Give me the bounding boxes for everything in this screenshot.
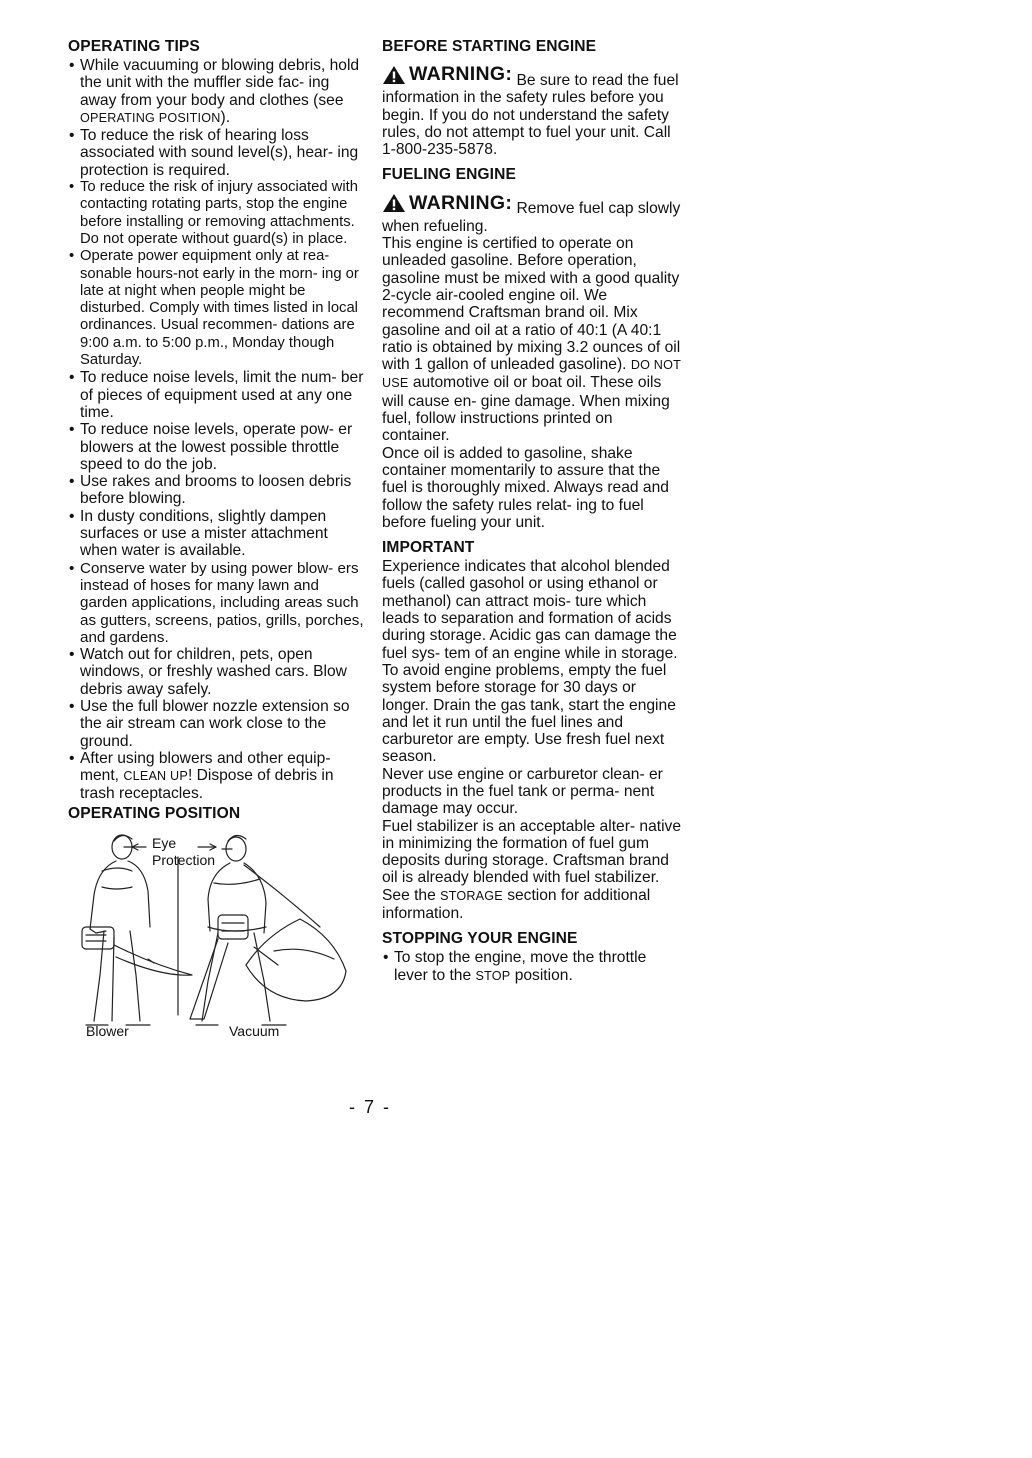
operating-tips-list xyxy=(68,57,364,803)
list-item: • Watch out for children, pets, open windows, or freshly washed cars. Blow debris away safely. xyxy=(68,646,364,698)
fueling-paragraph-2: Once oil is added to gasoline, shake container momentarily to assure that the fuel is thoroughly mixed. Always read and follow the safety rules relat- ing to fuel before fueling your unit. xyxy=(382,444,669,531)
list-item: • Use rakes and brooms to loosen debris before blowing. xyxy=(68,473,364,508)
warning-before-starting: WARNING: Be sure to read the fuel information in the safety rules before you begin. If you do not understand the safety rules, do not attempt to fuel your unit. Call 1-800-235-5878. xyxy=(382,63,679,159)
before-starting-heading: BEFORE STARTING ENGINE xyxy=(382,38,597,55)
operating-tips-heading: OPERATING TIPS xyxy=(68,38,200,55)
list-item: • In dusty conditions, slightly dampen surfaces or use a mister attachment when water is available. xyxy=(68,508,364,560)
list-item: • To reduce noise levels, limit the num- ber of pieces of equipment used at any one time. xyxy=(68,369,364,421)
list-item: • To reduce the risk of hearing loss associated with sound level(s), hear- ing protection is required. xyxy=(68,127,364,179)
eye-label: Eye xyxy=(152,834,177,851)
stopping-list xyxy=(382,949,682,985)
fueling-paragraph-1: This engine is certified to operate on unleaded gasoline. Before operation, gasoline must be mixed with a good quality 2-cycle air-cooled engine oil. We recommend Craftsman brand oil. Mix gasoline and oil at a ratio of 40:1 (A 40:1 ratio is obtained by mixing 3.2 ounces of oil with 1 gallon of unleaded gasoline). DO NOT USE automotive oil or boat oil. These oils will cause en- gine damage. When mixing fuel, follow instructions printed on container. xyxy=(382,235,681,445)
list-item: • While vacuuming or blowing debris, hold the unit with the muffler side fac- ing away from your body and clothes (see OPERATING POSITION). xyxy=(68,57,364,127)
warning-triangle-icon xyxy=(382,193,406,213)
left-column xyxy=(68,38,364,1042)
important-heading: IMPORTANT xyxy=(382,539,475,557)
vacuum-label: Vacuum xyxy=(229,1022,280,1039)
list-item: • After using blowers and other equip- ment, CLEAN UP! Dispose of debris in trash receptacles. xyxy=(68,750,364,803)
operating-position-illustration xyxy=(68,827,364,1042)
important-paragraph-4: Fuel stabilizer is an acceptable alter- native in minimizing the formation of fuel gum deposits during storage. Craftsman brand oil is already blended with fuel stabilizer. See the STORAGE section for additional information. xyxy=(382,817,682,923)
protection-label: Protection xyxy=(152,851,216,868)
list-item: • To reduce noise levels, operate pow- er blowers at the lowest possible throttle speed to do the job. xyxy=(68,421,364,473)
list-item: • Conserve water by using power blow- ers instead of hoses for many lawn and garden applications, including areas such as gutters, screens, patios, grills, porches, and gardens. xyxy=(68,560,364,646)
list-item: • To reduce the risk of injury associated with contacting rotating parts, stop the engine before installing or removing attachments. Do not operate without guard(s) in place. xyxy=(68,179,364,248)
important-paragraph-1: Experience indicates that alcohol blended fuels (called gasohol or using ethanol or methanol) can attract mois- ture which leads to separation and formation of acids during storage. Acidic gas can damage the fuel sys- tem of an engine while in storage. xyxy=(382,558,678,662)
warning-triangle-icon xyxy=(382,65,406,85)
operating-position-figure xyxy=(68,827,364,1042)
stopping-heading: STOPPING YOUR ENGINE xyxy=(382,930,578,948)
warning-badge: WARNING: xyxy=(382,65,512,85)
important-paragraph-3: Never use engine or carburetor clean- er products in the fuel tank or perma- nent damage may occur. xyxy=(382,765,663,818)
blower-label: Blower xyxy=(86,1022,129,1039)
warning-fueling: WARNING: Remove fuel cap slowly when refueling. xyxy=(382,191,681,235)
right-column xyxy=(382,38,682,985)
list-item: • Operate power equipment only at rea- sonable hours-not early in the morn- ing or late at night when people might be disturbed. Comply with times listed in local ordinances. Usual recommen- dations are 9:00 a.m. to 5:00 p.m., Monday though Saturday. xyxy=(68,248,364,369)
page-number: - 7 - xyxy=(348,1097,391,1117)
fueling-heading: FUELING ENGINE xyxy=(382,166,516,184)
warning-badge: WARNING: xyxy=(382,193,512,213)
list-item: • Use the full blower nozzle extension so the air stream can work close to the ground. xyxy=(68,698,364,750)
list-item: • To stop the engine, move the throttle lever to the STOP position. xyxy=(382,949,682,985)
operating-position-heading: OPERATING POSITION xyxy=(68,804,241,822)
important-paragraph-2: To avoid engine problems, empty the fuel system before storage for 30 days or longer. Drain the gas tank, start the engine and let it run until the fuel lines and carburetor are empty. Use fresh fuel next season. xyxy=(382,661,676,766)
